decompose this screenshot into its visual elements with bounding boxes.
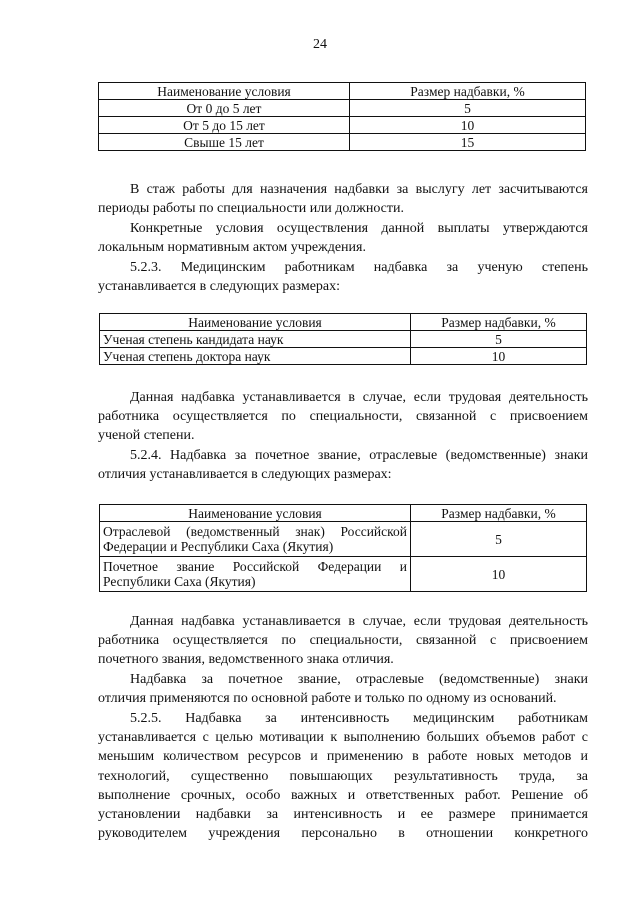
table-header-bonus: Размер надбавки, % [411,505,587,522]
honorary-title-bonus-table [99,504,587,592]
table-header-condition: Наименование условия [99,83,350,100]
table-cell-condition: Свыше 15 лет [99,134,350,151]
table-cell-condition: От 5 до 15 лет [99,117,350,134]
table-header-row [100,505,587,522]
paragraph-5-2-4: 5.2.4. Надбавка за почетное звание, отраслевые (ведомственные) знаки отличия устанавливается в следующих размерах: [98,448,588,483]
table-cell-bonus: 5 [411,522,587,557]
paragraph-title-condition: Данная надбавка устанавливается в случае, если трудовая деятельность работника осуществляется по специальности, связанной с присвоением почетного звания, ведомственного знака отличия. [98,614,588,668]
paragraph-5-2-5: 5.2.5. Надбавка за интенсивность медицинским работникам устанавливается с целью мотивации к выполнению больших объемов работ с меньшим количеством ресурсов и применению в работе новых методов и технологий, существенно повышающих результативность труда, за выполнение срочных, особо важных и ответственных работ. Решение об установлении надбавки за интенсивность и ее размере принимается руководителем учреждения персонально в отношении конкретного [98,711,588,842]
table-header-bonus: Размер надбавки, % [350,83,586,100]
table-cell-condition: Отраслевой (ведомственный знак) Российской Федерации и Республики Саха (Якутия) [100,522,411,557]
paragraph-degree-condition: Данная надбавка устанавливается в случае, если трудовая деятельность работника осуществляется по специальности, связанной с присвоением ученой степени. [98,390,588,444]
table-cell-bonus: 10 [350,117,586,134]
table-header-row [100,314,587,331]
table-cell-bonus: 5 [350,100,586,117]
table-row [100,331,587,348]
table-row [100,348,587,365]
table-cell-bonus: 15 [350,134,586,151]
table-cell-bonus: 10 [411,557,587,592]
table-header-condition: Наименование условия [100,505,411,522]
table-cell-bonus: 5 [411,331,587,348]
table-cell-condition: Ученая степень кандидата наук [100,331,411,348]
paragraph-single-basis: Надбавка за почетное звание, отраслевые (ведомственные) знаки отличия применяются по основной работе и только по одному из оснований. [98,672,588,707]
table-row [99,117,586,134]
table-row [99,100,586,117]
academic-degree-bonus-table [99,313,587,365]
table-cell-condition: Ученая степень доктора наук [100,348,411,365]
paragraph-specific-conditions: Конкретные условия осуществления данной выплаты утверждаются локальным нормативным актом учреждения. [98,221,588,256]
table-row [100,557,587,592]
table-cell-bonus: 10 [411,348,587,365]
paragraph-seniority-periods: В стаж работы для назначения надбавки за выслугу лет засчитываются периоды работы по специальности или должности. [98,182,588,217]
paragraph-5-2-3: 5.2.3. Медицинским работникам надбавка за ученую степень устанавливается в следующих размерах: [98,260,588,295]
table-cell-condition: От 0 до 5 лет [99,100,350,117]
table-header-row [99,83,586,100]
table-header-condition: Наименование условия [100,314,411,331]
table-row [99,134,586,151]
seniority-bonus-table [98,82,586,151]
page-number: 24 [313,37,327,52]
table-row [100,522,587,557]
table-cell-condition: Почетное звание Российской Федерации и Республики Саха (Якутия) [100,557,411,592]
table-header-bonus: Размер надбавки, % [411,314,587,331]
